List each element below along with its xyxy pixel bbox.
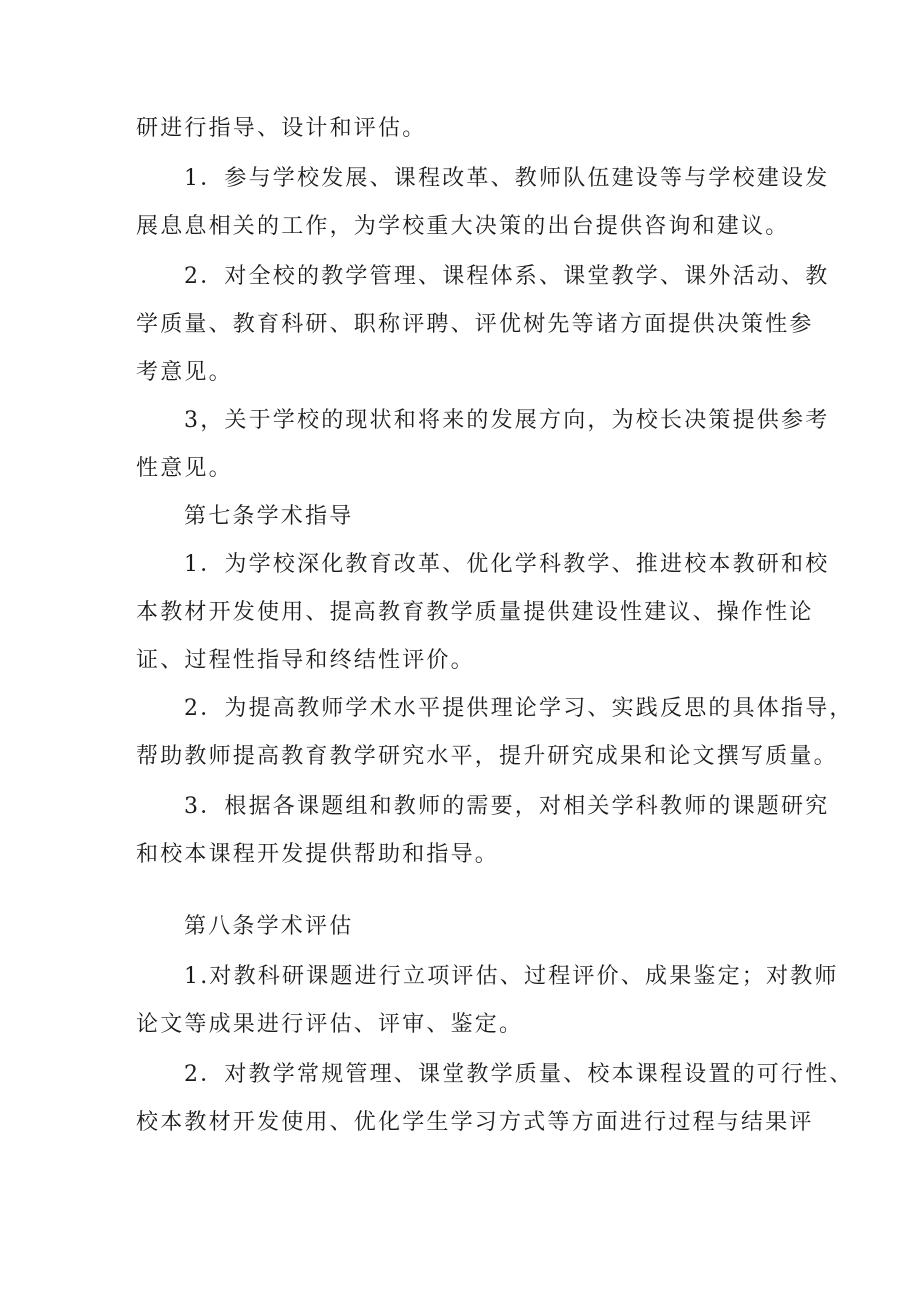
article-7-item-1-line-3: 证、过程性指导和终结性评价。: [136, 648, 475, 673]
article-8-item-1-line-1: 1.对教科研课题进行立项评估、过程评价、成果鉴定；对教师: [184, 964, 839, 989]
article-8-item-1-line-2: 论文等成果进行评估、评审、鉴定。: [136, 1012, 524, 1037]
paragraph-continuation: 研进行指导、设计和评估。: [136, 116, 427, 141]
list-item-2-line-1: 2．对全校的教学管理、课程体系、课堂教学、课外活动、教: [184, 264, 830, 289]
section-heading-article-8: 第八条学术评估: [184, 914, 354, 939]
article-7-item-3-line-2: 和校本课程开发提供帮助和指导。: [136, 842, 500, 867]
article-7-item-1-line-1: 1．为学校深化教育改革、优化学科教学、推进校本教研和校: [184, 552, 830, 577]
list-item-2-line-3: 考意见。: [136, 360, 233, 385]
article-7-item-3-line-1: 3．根据各课题组和教师的需要，对相关学科教师的课题研究: [184, 794, 830, 819]
list-item-2-line-2: 学质量、教育科研、职称评聘、评优树先等诸方面提供决策性参: [136, 312, 814, 337]
section-heading-article-7: 第七条学术指导: [184, 504, 354, 529]
article-7-item-1-line-2: 本教材开发使用、提高教育教学质量提供建设性建议、操作性论: [136, 600, 814, 625]
list-item-1-line-2: 展息息相关的工作，为学校重大决策的出台提供咨询和建议。: [136, 214, 790, 239]
article-8-item-2-line-2: 校本教材开发使用、优化学生学习方式等方面进行过程与结果评: [136, 1110, 814, 1135]
list-item-3-line-1: 3，关于学校的现状和将来的发展方向，为校长决策提供参考: [184, 408, 830, 433]
list-item-1-line-1: 1．参与学校发展、课程改革、教师队伍建设等与学校建设发: [184, 166, 830, 191]
list-item-3-line-2: 性意见。: [136, 456, 233, 481]
article-8-item-2-line-1: 2．对教学常规管理、课堂教学质量、校本课程设置的可行性、: [184, 1062, 854, 1087]
article-7-item-2-line-1: 2．为提高教师学术水平提供理论学习、实践反思的具体指导，: [184, 696, 854, 721]
article-7-item-2-line-2: 帮助教师提高教育教学研究水平，提升研究成果和论文撰写质量。: [136, 744, 838, 769]
